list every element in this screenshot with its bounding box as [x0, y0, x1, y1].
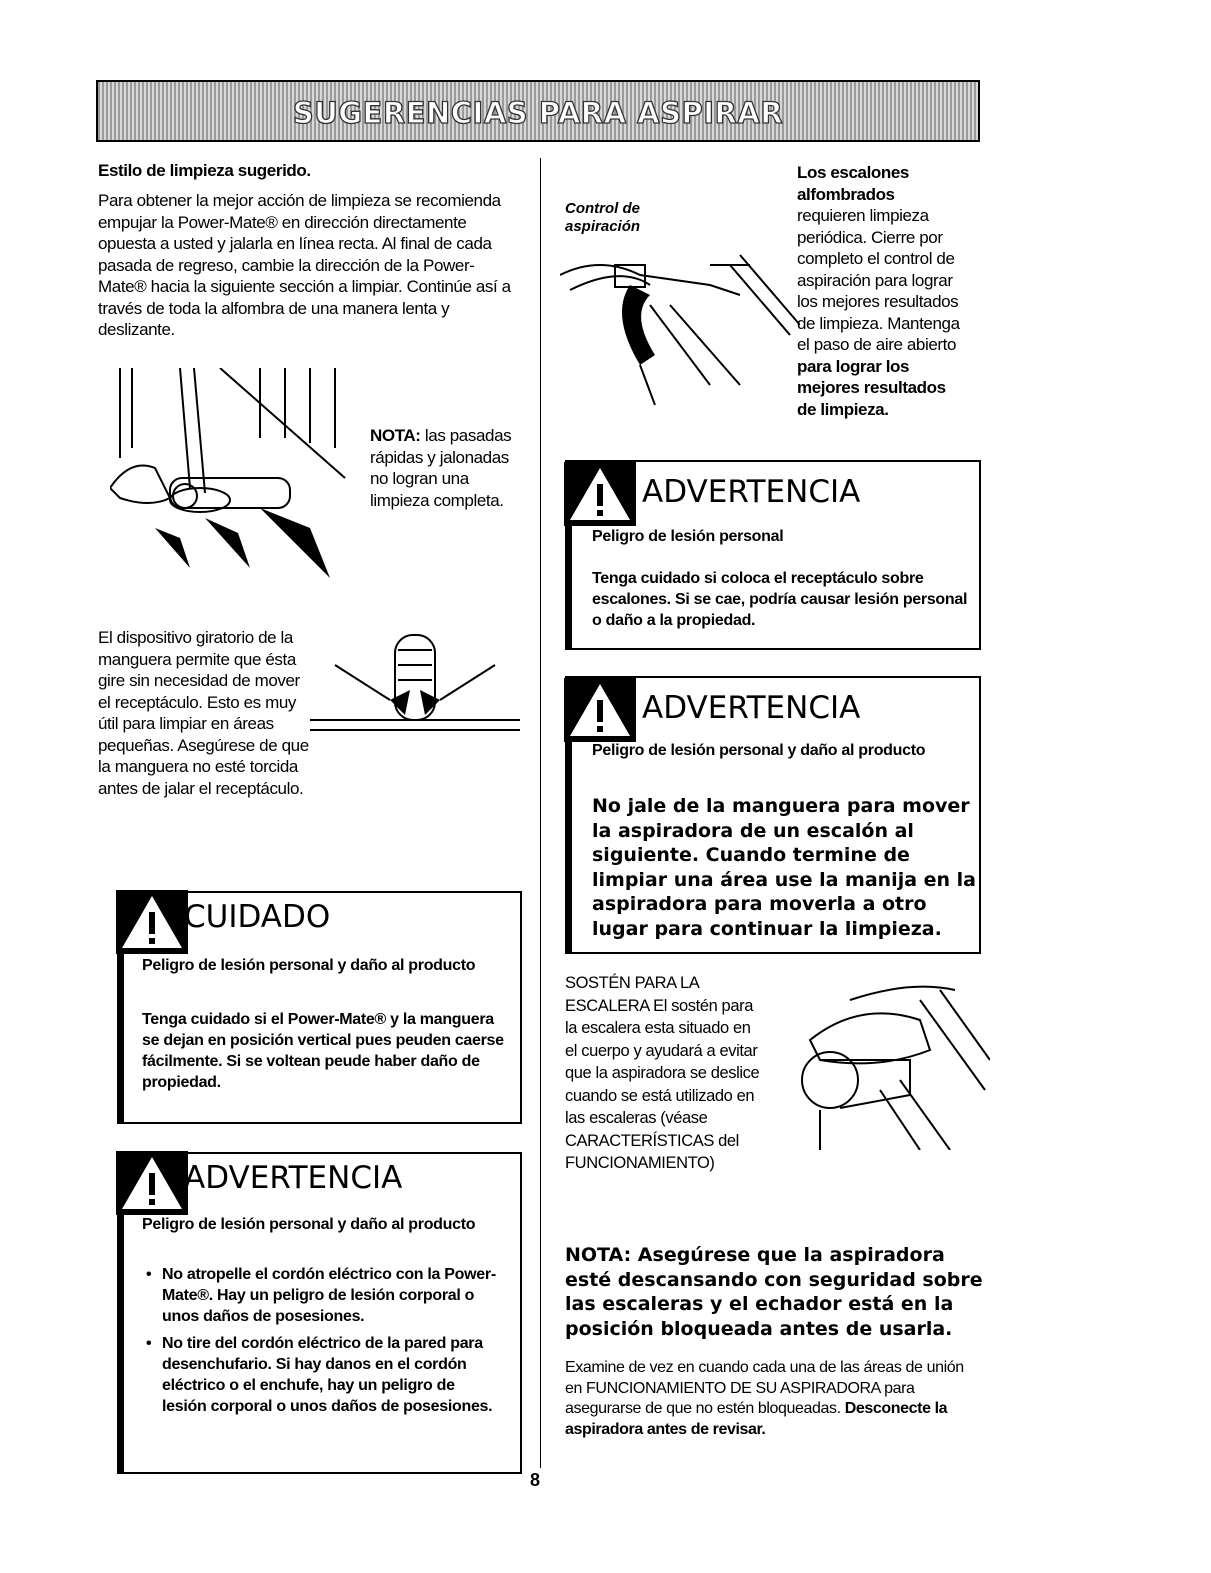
section-heading: Estilo de limpieza sugerido. — [98, 161, 311, 180]
control-label: Control de aspiración — [565, 200, 641, 235]
column-divider — [540, 158, 541, 1468]
warning-title: ADVERTENCIA — [642, 690, 861, 726]
list-item: • No atropelle el cordón eléctrico con la Power-Mate®. Hay un peligro de lesión corporal o unos daños de posesiones. — [142, 1264, 502, 1327]
warning-body: Tenga cuidado si coloca el receptáculo sobre escalones. Si se cae, podría causar lesión personal o daño a la propiedad. — [592, 570, 968, 629]
caution-box — [117, 891, 522, 1124]
nota-safety-text: NOTA: Asegúrese que la aspiradora esté descansando con seguridad sobre las escaleras y el echador está en la posición bloqueada antes de usarla. — [565, 1244, 983, 1340]
warning-icon — [116, 1151, 188, 1215]
warning-body: No jale de la manguera para mover la aspiradora de un escalón al siguiente. Cuando termine de limpiar una área use la manija en la aspiradora para moverla a otro lugar para continuar la limpieza. — [592, 795, 976, 940]
powermate-illustration — [110, 368, 350, 588]
warning-subtitle: Peligro de lesión personal y daño al producto — [592, 742, 926, 759]
nota-callout — [370, 425, 520, 511]
swivel-paragraph: El dispositivo giratorio de la manguera permite que ésta gire sin necesidad de mover el receptáculo. Esto es muy útil para limpiar en áreas pequeñas. Asegúrese de que la manguera no esté torcida antes de jalar el receptáculo. — [98, 628, 309, 798]
stairs-bold-2: para lograr los mejores resultados de limpieza. — [797, 356, 946, 419]
warning-subtitle: Peligro de lesión personal y daño al producto — [142, 1216, 476, 1233]
warning-title: ADVERTENCIA — [642, 474, 861, 510]
warning-subtitle: Peligro de lesión personal — [592, 528, 784, 545]
examine-text: Examine de vez en cuando cada una de las áreas de unión en FUNCIONAMIENTO DE SU ASPIRADORA para asegurarse de que no estén bloqueadas. — [565, 1359, 964, 1417]
suction-control-illustration — [560, 235, 800, 415]
warning-list — [142, 1264, 502, 1423]
warning-icon — [564, 678, 636, 742]
stairs-text: requieren limpieza periódica. Cierre por completo el control de aspiración para lograr los mejores resultados de limpieza. Mantenga el paso de aire abierto — [797, 206, 960, 354]
examine-paragraph — [565, 1358, 975, 1440]
page-title: SUGERENCIAS PARA ASPIRAR — [292, 96, 784, 130]
page-number: 8 — [530, 1470, 541, 1490]
warning-icon — [116, 890, 188, 954]
warning-title: ADVERTENCIA — [184, 1160, 403, 1196]
warning-box-cord — [117, 1152, 522, 1474]
title-banner — [96, 80, 980, 142]
warning-icon — [564, 462, 636, 526]
warning-box-stairs — [565, 460, 981, 650]
list-item: • No tire del cordón eléctrico de la pared para desenchufario. Si hay danos en el cordón eléctrico o el enchufe, hay un peligro de lesión corporal o unos daños de posesiones. — [142, 1333, 502, 1417]
caution-body: Tenga cuidado si el Power-Mate® y la manguera se dejan en posición vertical pues peuden caerse fácilmente. Si se voltean peude haber daño de propiedad. — [142, 1011, 504, 1091]
hose-swivel-illustration — [310, 620, 520, 750]
stair-holder-illustration — [780, 980, 990, 1150]
examine-bold: Desconecte la aspiradora antes de revisar. — [565, 1400, 948, 1438]
nota-text: las pasadas rápidas y jalonadas no logran una limpieza completa. — [370, 426, 512, 510]
stairs-bold: Los escalones alfombrados — [797, 163, 909, 204]
warning-box-hose — [565, 676, 981, 954]
cleaning-style-paragraph: Para obtener la mejor acción de limpieza se recomienda empujar la Power-Mate® en dirección directamente opuesta a usted y jalarla en línea recta. Al final de cada pasada de regreso, cambie la dirección de la Power-Mate® hacia la siguiente sección a limpiar. Continúe así a través de toda la alfombra de una manera lenta y deslizante. — [98, 191, 511, 339]
holder-text: SOSTÉN PARA LA ESCALERA El sostén para la escalera esta situado en el cuerpo y ayudará a evitar que la aspiradora se deslice cuando se está utilizado en las escaleras (véase CARACTERÍSTICAS del FUNCIONAMIENTO) — [565, 974, 760, 1172]
stairs-paragraph — [797, 162, 967, 420]
caution-title: CUIDADO — [184, 899, 331, 935]
nota-label: NOTA: — [370, 426, 421, 445]
caution-subtitle: Peligro de lesión personal y daño al producto — [142, 957, 476, 974]
